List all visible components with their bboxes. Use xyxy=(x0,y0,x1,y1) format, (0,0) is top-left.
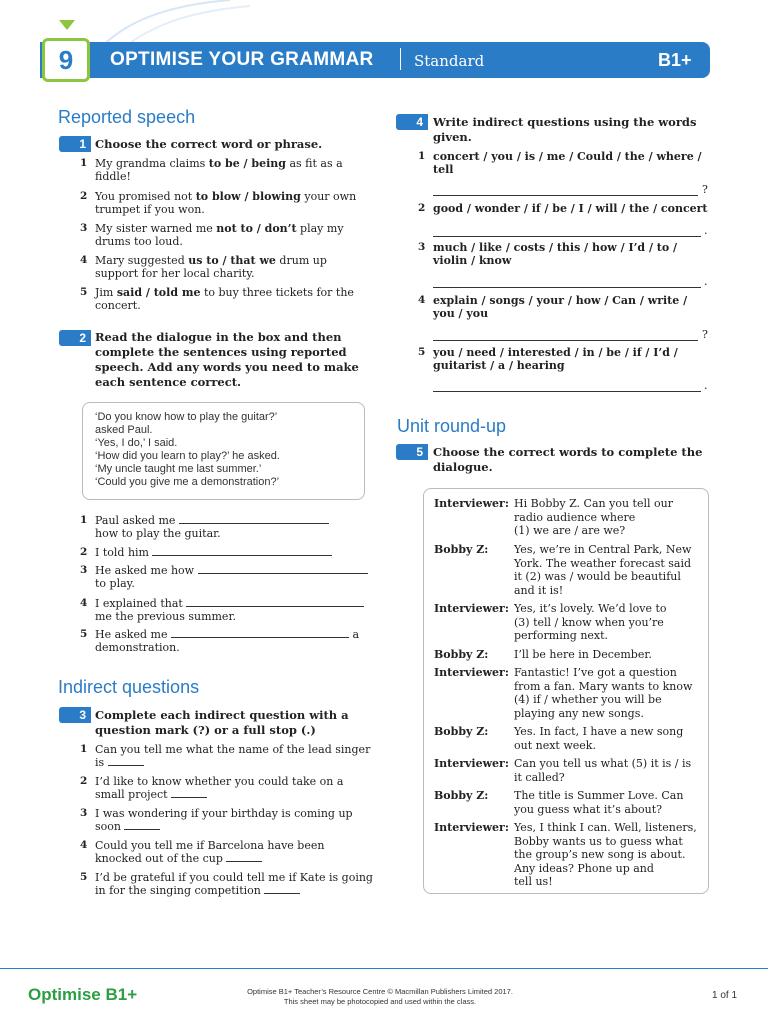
utterance-line: tell us! xyxy=(514,875,553,888)
choice-option[interactable]: to be / being xyxy=(208,157,286,170)
page-title: OPTIMISE YOUR GRAMMAR xyxy=(110,49,374,70)
utterance-line: out next week. xyxy=(514,738,596,752)
utterance xyxy=(514,543,704,597)
utterance-line: Bobby wants us to guess what xyxy=(514,834,683,848)
interview-dialogue-box xyxy=(423,488,709,894)
utterance-line: radio audience where xyxy=(514,510,636,524)
exercise-number: 1 xyxy=(59,136,91,152)
utterance-line: (1) we are / are we? xyxy=(514,524,626,537)
utterance-line: the group’s new song is about. xyxy=(514,848,686,861)
dialogue-box: ‘Do you know how to play the guitar?’ asked Paul. ‘Yes, I do,’ I said. ‘How did you learn to play?’ he asked. ‘My uncle taught me last summer.’ ‘Could you give me a demonstration?’ xyxy=(82,402,365,500)
speaker-label: Interviewer: xyxy=(434,497,509,510)
speaker-label: Bobby Z: xyxy=(434,648,489,661)
speaker-label: Interviewer: xyxy=(434,666,509,679)
utterance xyxy=(514,789,704,816)
level-code: B1+ xyxy=(658,50,692,70)
unit-number: 9 xyxy=(42,38,90,82)
utterance-line: and it is! xyxy=(514,583,564,597)
answer-line[interactable] xyxy=(433,391,701,392)
utterance-line: it (2) was / would be beautiful xyxy=(514,570,681,583)
utterance-line: from a fan. Mary wants to know xyxy=(514,679,693,693)
section-title-indirect-questions: Indirect questions xyxy=(58,677,200,697)
utterance-line: playing any new songs. xyxy=(514,706,644,720)
utterance-line: Yes, it’s lovely. We’d love to xyxy=(514,602,667,615)
answer-blank[interactable] xyxy=(171,788,207,798)
utterance xyxy=(514,757,704,784)
speaker-label: Bobby Z: xyxy=(434,789,489,802)
utterance-line: (3) tell / know when you’re xyxy=(514,615,664,629)
section-title-unit-round-up: Unit round-up xyxy=(397,416,507,436)
answer-blank[interactable] xyxy=(171,628,349,638)
answer-blank[interactable] xyxy=(264,884,300,894)
exercise-instruction: Choose the correct words to complete the dialogue. xyxy=(433,445,703,474)
footer-copyright: Optimise B1+ Teacher’s Resource Centre © Macmillan Publishers Limited 2017. This sheet may be photocopied and used within the class. xyxy=(247,987,513,1006)
utterance xyxy=(514,648,704,662)
speaker-label: Interviewer: xyxy=(434,757,509,770)
exercise-4-items: 1 concert / you / is / me / Could / the / where / tell ? 2 good / wonder / if / be / I / will / the / concert . 3 much / like / costs / this / how / I’d / to / violin / know . 4 explain / songs / your / how / Can / write / you / you ? 5 you / need / interested / in / be / if / I’d / guitarist / a / hearing . xyxy=(418,150,708,392)
answer-blank[interactable] xyxy=(226,852,262,862)
utterance-line: Hi Bobby Z. Can you tell our xyxy=(514,497,673,510)
utterance-line: (4) if / whether you will be xyxy=(514,693,662,706)
unit-marker-icon xyxy=(59,20,75,30)
level-label: Standard xyxy=(414,52,485,70)
answer-line[interactable] xyxy=(433,236,701,237)
exercise-3-items: 1 Can you tell me what the name of the lead singer is 2 I’d like to know whether you could take on a small project 3 I was wondering if your birthday is coming up soon 4 Could you tell me if Barcelona have been knocked out of the cup 5 I’d be grateful if you could tell me if Kate is going in for the singing competition xyxy=(80,743,373,897)
utterance-line: Can you tell us what (5) it is / is xyxy=(514,757,692,770)
section-title-reported-speech: Reported speech xyxy=(58,107,196,127)
utterance xyxy=(514,725,704,752)
exercise-number: 2 xyxy=(59,330,91,346)
utterance-line: Yes, we’re in Central Park, New xyxy=(514,543,692,556)
answer-line[interactable] xyxy=(433,340,698,341)
answer-blank[interactable] xyxy=(108,756,144,766)
answer-blank[interactable] xyxy=(124,820,160,830)
utterance xyxy=(514,666,704,720)
speaker-label: Interviewer: xyxy=(434,821,509,834)
answer-blank[interactable] xyxy=(198,564,368,574)
choice-option[interactable]: to blow / blowing xyxy=(195,190,301,203)
exercise-1-items: 1 My grandma claims to be / being as fit as a fiddle! 2 You promised not to blow / blowing your own trumpet if you won. 3 My sister warned me not to / don’t play my drums too loud. 4 Mary suggested us to / that we drum up support for her local charity. 5 Jim said / told me to buy three tickets for the concert. xyxy=(80,157,357,312)
utterance xyxy=(514,821,704,889)
speaker-label: Bobby Z: xyxy=(434,543,489,556)
choice-option[interactable]: us to / that we xyxy=(188,254,276,267)
utterance-line: York. The weather forecast said xyxy=(514,556,692,570)
utterance-line: Any ideas? Phone up and xyxy=(514,861,654,875)
exercise-number: 4 xyxy=(396,114,428,130)
footer-logo: Optimise B1+ xyxy=(28,985,138,1004)
exercise-instruction: Read the dialogue in the box and then complete the sentences using reported speech. Add any words you need to make each sentence correct. xyxy=(95,330,359,389)
utterance-line: Yes. In fact, I have a new song xyxy=(514,725,684,738)
exercise-2-items: 1 Paul asked me how to play the guitar. 2 I told him 3 He asked me how to play. 4 I explained that me the previous summer. 5 He asked me a demonstration. xyxy=(80,514,370,659)
utterance-line: Yes, I think I can. Well, listeners, xyxy=(514,821,697,834)
choice-option[interactable]: not to / don’t xyxy=(216,222,297,235)
exercise-instruction: Choose the correct word or phrase. xyxy=(95,137,323,151)
exercise-instruction: Write indirect questions using the words given. xyxy=(433,115,697,144)
utterance-line: Fantastic! I’ve got a question xyxy=(514,666,677,679)
utterance-line: The title is Summer Love. Can xyxy=(514,789,684,802)
speaker-label: Bobby Z: xyxy=(434,725,489,738)
answer-blank[interactable] xyxy=(186,597,364,607)
utterance xyxy=(514,602,704,643)
title-divider xyxy=(400,48,401,70)
utterance-line: I’ll be here in December. xyxy=(514,648,652,661)
utterance xyxy=(514,497,704,538)
answer-blank[interactable] xyxy=(152,546,332,556)
utterance-line: you guess what it’s about? xyxy=(514,802,663,816)
footer-divider xyxy=(0,968,768,969)
answer-line[interactable] xyxy=(433,195,698,196)
exercise-number: 5 xyxy=(396,444,428,460)
page-number: 1 of 1 xyxy=(712,990,738,1001)
answer-line[interactable] xyxy=(433,287,701,288)
speaker-label: Interviewer: xyxy=(434,602,509,615)
answer-blank[interactable] xyxy=(179,514,329,524)
utterance-line: it called? xyxy=(514,770,565,784)
utterance-line: performing next. xyxy=(514,629,609,642)
choice-option[interactable]: said / told me xyxy=(116,286,201,299)
exercise-number: 3 xyxy=(59,707,91,723)
exercise-instruction: Complete each indirect question with a question mark (?) or a full stop (.) xyxy=(95,708,349,737)
